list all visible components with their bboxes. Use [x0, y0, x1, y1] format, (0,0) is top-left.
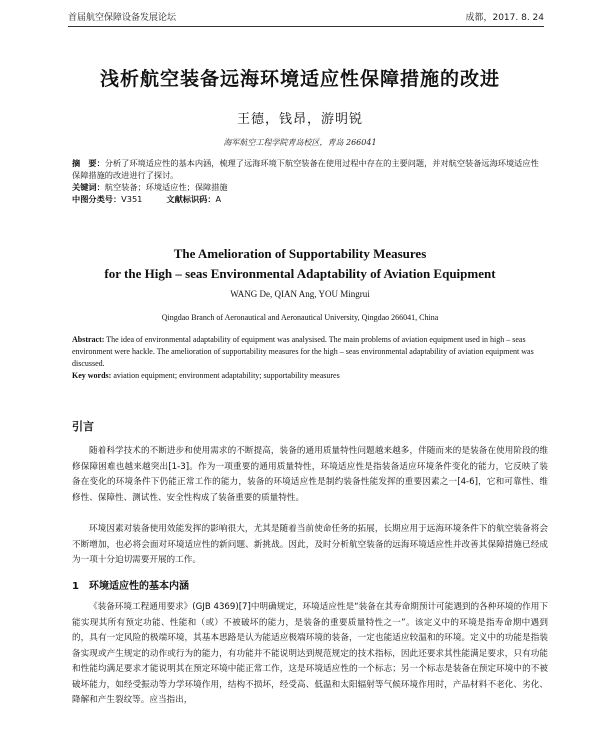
abstract-en-text: The idea of environmental adaptability of equipment was analysised. The main problems of aviation equipment used in high – seas environment were hackle. The amelioration of supportability measures for the high – seas environmental adaptability of aviation equipment was discussed. — [72, 335, 534, 368]
abstract-en-label: Abstract: — [72, 335, 105, 344]
keywords-cn-label: 关键词： — [72, 182, 105, 192]
header-place-date: 成都，2017. 8. 24 — [465, 13, 544, 23]
keywords-en: aviation equipment; environment adaptability; supportability measures — [113, 371, 340, 380]
affiliation-cn: 海军航空工程学院青岛校区，青岛 266041 — [223, 138, 377, 147]
abstract-cn-label: 摘 要： — [72, 158, 105, 168]
keywords-cn: 航空装备；环境适应性；保障措施 — [104, 182, 228, 192]
paragraph: 随着科学技术的不断进步和使用需求的不断提高，装备的通用质量特性问题越来越多，伴随而来的是装备在使用阶段的维修保障困难也越来越突出[1-3]。作为一项重要的通用质量特性，环境适应性是指装备适应环境条件变化的能力，它反映了装备在变化的环境条件下仍能正常工作的能力，装备的环境适应性是制约装备性能发挥的重要因素之一[4-6]，它和可靠性、维修性、保障性、测试性、安全性构成了装备重要的质量特性。 — [72, 446, 548, 503]
section-number: 1 — [72, 581, 79, 592]
paper-title-cn: 浅析航空装备远海环境适应性保障措施的改进 — [99, 68, 500, 90]
title-en-line2: for the High – seas Environmental Adaptability of Aviation Equipment — [104, 266, 496, 281]
keywords-en-label: Key words: — [72, 371, 112, 380]
abstract-cn-body — [72, 157, 540, 181]
abstract-en-body — [72, 334, 540, 370]
paragraph: 环境因素对装备使用效能发挥的影响很大，尤其是随着当前使命任务的拓展，长期应用于远海环境条件下的航空装备将会不断增加，也必将会面对环境适应性的新问题、新挑战。因此，及时分析航空装备的远海环境适应性并改善其保障措施已经成为一项十分迫切需要开展的工作。 — [72, 524, 548, 565]
clc-label: 中图分类号： — [72, 194, 122, 204]
clc-value: V351 — [121, 194, 143, 204]
abstract-en — [72, 334, 540, 382]
header-conference: 首届航空保障设备发展论坛 — [68, 13, 177, 23]
authors-en: WANG De, QIAN Ang, YOU Mingrui — [230, 289, 370, 299]
intro-paragraph-2 — [72, 522, 548, 569]
classification-row — [72, 193, 540, 205]
section-title: 环境适应性的基本内涵 — [88, 581, 189, 592]
section-heading-intro: 引言 — [72, 420, 94, 433]
abstract-cn-text: 分析了环境适应性的基本内涵，梳理了远海环境下航空装备在使用过程中存在的主要问题，并对航空装备远海环境适应性保障措施的改进进行了探讨。 — [72, 158, 539, 180]
section-heading-1 — [72, 577, 189, 592]
authors-cn: 王德，钱昂，游明锐 — [236, 112, 363, 127]
abstract-cn — [72, 157, 540, 205]
title-en-line1: The Amelioration of Supportability Measures — [173, 246, 427, 261]
doc-code-label: 文献标识码： — [166, 194, 216, 204]
keywords-cn-row — [72, 181, 540, 193]
intro-paragraph-1 — [72, 444, 548, 506]
section1-paragraph — [72, 600, 548, 709]
paragraph: 《装备环境工程通用要求》(GJB 4369)[7]中明确规定，环境适应性是“装备在其寿命期预计可能遇到的各种环境的作用下能实现其所有预定功能、性能和（或）不被破坏的能力，是装备的重要质量特性之一”。该定义中的环境是指寿命期中遇到的，具有一定风险的极端环境，其基本思路是认为能适应极端环境的装备，一定也能适应较温和的环境。定义中的功能是指装备实现或产生规定的动作或行为的能力，有功能并不能说明达到规范规定的技术指标，因此还要求其性能满足要求，只有功能和性能均满足要求才能说明其在预定环境中能正常工作，这是环境适应性的一个标志；另一个标志是装备在预定环境中的不被破坏能力，如经受振动等力学环境作用，结构不损坏，经受高、低温和太阳辐射等气候环境作用时，产品材料不老化、劣化、降解和产生裂纹等。应当指出， — [72, 602, 548, 705]
paper-title-en — [0, 244, 600, 284]
affiliation-en: Qingdao Branch of Aeronautical and Aeronautical University, Qingdao 266041, China — [161, 313, 439, 322]
running-header — [68, 10, 544, 27]
keywords-en-row — [72, 370, 540, 382]
doc-code-value: A — [215, 194, 222, 204]
